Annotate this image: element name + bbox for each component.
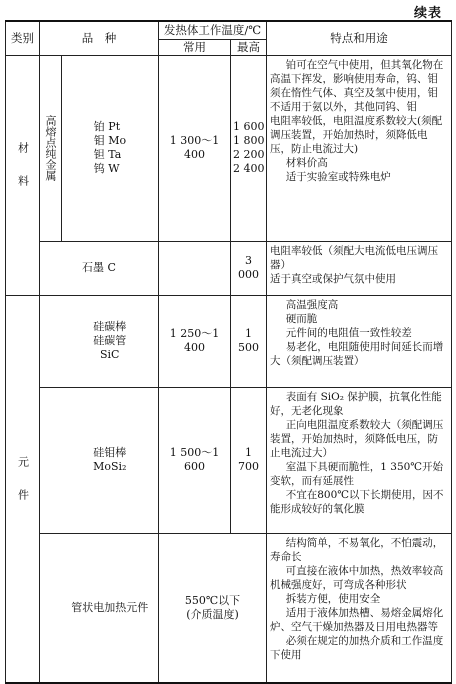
feature-line: 机械强度好，可弯成各种形状 — [270, 578, 407, 591]
header-temp-normal: 常用 — [159, 39, 231, 55]
tubular-temp-note: (介质温度) — [186, 607, 239, 621]
feature-line: 拆装方便，使用安全 — [285, 592, 381, 605]
feature-line: 结构简单，不易氧化，不怕震动，寿命长 — [270, 536, 444, 563]
heating-element-table — [5, 20, 452, 684]
continued-table-label: 续表 — [413, 6, 442, 21]
sic-temp-normal: 1 250～1 400 — [159, 295, 231, 387]
feature-line: 电阻率较低（须配大电流低电压调压器） — [270, 244, 438, 271]
graphite-features — [267, 241, 452, 295]
tubular-name: 管状电加热元件 — [62, 533, 159, 683]
metal-temp-max: 2 400 — [233, 162, 265, 175]
feature-line: 室温下具硬而脆性，1 350℃开始变软，而有延展性 — [270, 460, 444, 487]
metal-name: 铂 Pt — [93, 120, 121, 133]
sic-name: SiC — [100, 348, 120, 361]
mosi2-name: 硅钼棒 — [93, 446, 127, 459]
feature-line: 硬而脆 — [285, 312, 318, 325]
feature-line: 元件间的电阻值一致性较差 — [285, 326, 412, 339]
header-category: 类别 — [6, 21, 40, 55]
metals-names — [62, 55, 159, 241]
graphite-temp-max: 3 000 — [231, 241, 267, 295]
feature-line: 正向电阻温度系数较大（须配调压装置，开始加热时，须降低电压，防止电流过大） — [270, 418, 444, 459]
feature-line: 必须在规定的加热介质和工作温度下使用 — [270, 634, 444, 661]
feature-line: 铂可在空气中使用，但其氧化物在高温下挥发，影响使用寿命，钨、钼须在惰性气体、真空及氢中使用，钼不适用于氨以外，其他同钨、钼 — [270, 58, 444, 113]
header-temp-max: 最高 — [231, 39, 267, 55]
feature-line: 材料价高 — [285, 156, 328, 169]
sic-features — [267, 295, 452, 387]
metal-name: 钼 Mo — [93, 134, 127, 147]
feature-line: 适于真空或保护气氛中使用 — [270, 272, 396, 285]
header-variety: 品 种 — [40, 21, 159, 55]
header-temp-group: 发热体工作温度/℃ — [159, 21, 267, 39]
metal-temp-max: 1 800 — [233, 134, 265, 147]
mosi2-features — [267, 387, 452, 533]
metal-name: 钨 W — [93, 162, 120, 175]
feature-line: 表面有 SiO₂ 保护膜，抗氧化性能好，无老化现象 — [270, 390, 442, 417]
mosi2-names — [62, 387, 159, 533]
sic-temp-max: 1 500 — [231, 295, 267, 387]
metal-temp-max: 2 200 — [233, 148, 265, 161]
feature-line: 不宜在800℃以下长期使用，因不能形成较好的氧化膜 — [270, 488, 444, 515]
mosi2-formula: MoSi₂ — [93, 460, 127, 473]
mosi2-temp-max: 1 700 — [231, 387, 267, 533]
mosi2-temp-normal: 1 500～1 600 — [159, 387, 231, 533]
graphite-name: 石墨 C — [40, 241, 159, 295]
header-features: 特点和用途 — [267, 21, 452, 55]
sic-names — [62, 295, 159, 387]
tubular-temp-line: 550℃以下 — [184, 593, 241, 607]
graphite-temp-normal — [159, 241, 231, 295]
tubular-features — [267, 533, 452, 683]
feature-line: 适于实验室或特殊电炉 — [285, 170, 391, 183]
feature-line: 高温强度高 — [285, 298, 339, 311]
category-element: 元件 — [6, 295, 40, 683]
feature-line: 适用于液体加热槽、易熔金属熔化炉、空气干燥加热器及日用电热器等 — [270, 606, 444, 633]
feature-line: 易老化，电阻随使用时间延长而增大（须配调压装置） — [270, 340, 444, 367]
sic-name: 硅碳管 — [93, 334, 127, 347]
category-refractory-pure-metal: 高熔点纯金属 — [40, 55, 62, 241]
metal-name: 钽 Ta — [93, 148, 122, 161]
feature-line: 可直接在液体中加热，热效率较高 — [285, 564, 444, 577]
feature-line: 电阻率较低，电阻温度系数较大(须配调压装置，开始加热时，须降低电压，防止电流过大) — [270, 114, 443, 155]
tubular-temp — [159, 533, 267, 683]
metal-temp-max: 1 600 — [233, 120, 265, 133]
metals-features — [267, 55, 452, 241]
metals-temp-normal: 1 300～1 400 — [159, 55, 231, 241]
category-material: 材料 — [6, 55, 40, 295]
metals-temp-max — [231, 55, 267, 241]
sic-name: 硅碳棒 — [93, 320, 127, 333]
